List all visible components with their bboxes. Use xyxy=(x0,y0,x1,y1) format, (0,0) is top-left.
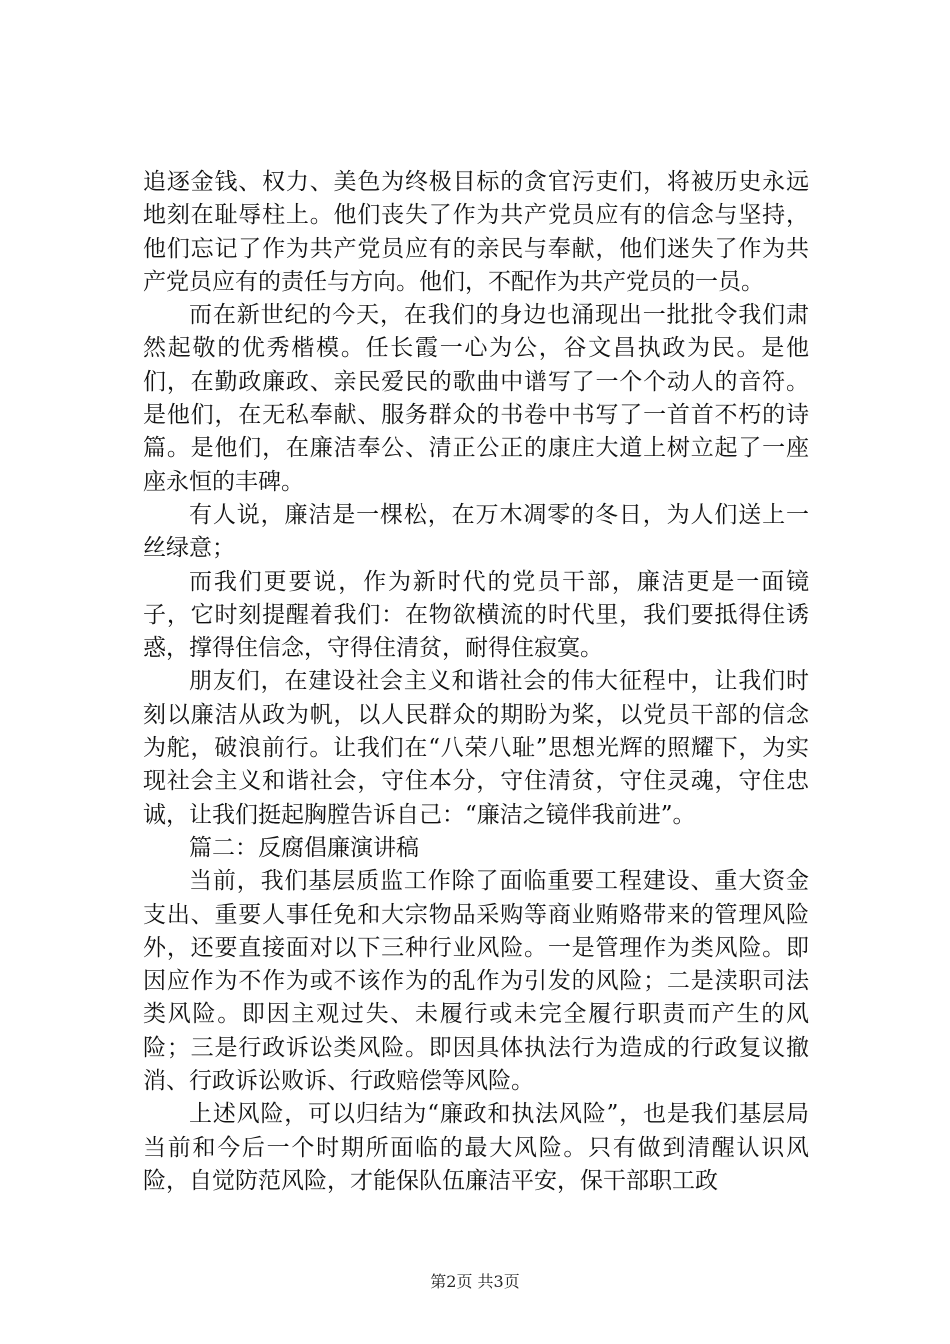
page-footer: 第2页 共3页 xyxy=(430,1272,520,1291)
paragraph-3: 有人说，廉洁是一棵松，在万木凋零的冬日，为人们送上一丝绿意； xyxy=(143,501,809,562)
paragraph-7: 上述风险，可以归结为“廉政和执法风险”，也是我们基层局当前和今后一个时期所面临的最大风险。只有做到清醒认识风险，自觉防范风险，才能保队伍廉洁平安，保干部职工政 xyxy=(143,1101,809,1194)
document-body xyxy=(143,166,809,1198)
section-heading: 篇二：反腐倡廉演讲稿 xyxy=(189,834,419,861)
paragraph-6: 当前，我们基层质监工作除了面临重要工程建设、重大资金支出、重要人事任免和大宗物品采购等商业贿赂带来的管理风险外，还要直接面对以下三种行业风险。一是管理作为类风险。即因应作为不作为或不该作为的乱作为引发的风险；二是渎职司法类风险。即因主观过失、未履行或未完全履行职责而产生的风险；三是行政诉讼类风险。即因具体执法行为造成的行政复议撤消、行政诉讼败诉、行政赔偿等风险。 xyxy=(143,868,809,1095)
paragraph-1: 追逐金钱、权力、美色为终极目标的贪官污吏们，将被历史永远地刻在耻辱柱上。他们丧失了作为共产党员应有的信念与坚持，他们忘记了作为共产党员应有的亲民与奉献，他们迷失了作为共产党员应有的责任与方向。他们，不配作为共产党员的一员。 xyxy=(143,169,809,295)
paragraph-2: 而在新世纪的今天，在我们的身边也涌现出一批批令我们肃然起敬的优秀楷模。任长霞一心为公，谷文昌执政为民。是他们，在勤政廉政、亲民爱民的歌曲中谱写了一个个动人的音符。是他们，在无私奉献、服务群众的书卷中书写了一首首不朽的诗篇。是他们，在廉洁奉公、清正公正的康庄大道上树立起了一座座永恒的丰碑。 xyxy=(143,302,809,495)
paragraph-4: 而我们更要说，作为新时代的党员干部，廉洁更是一面镜子，它时刻提醒着我们：在物欲横流的时代里，我们要抵得住诱惑，撑得住信念，守得住清贫，耐得住寂寞。 xyxy=(143,568,809,662)
paragraph-5: 朋友们，在建设社会主义和谐社会的伟大征程中，让我们时刻以廉洁从政为帆，以人民群众的期盼为桨，以党员干部的信念为舵，破浪前行。让我们在“八荣八耻”思想光辉的照耀下，为实现社会主义和谐社会，守住本分，守住清贫，守住灵魂，守住忠诚，让我们挺起胸膛告诉自己：“廉洁之镜伴我前进”。 xyxy=(143,668,809,828)
